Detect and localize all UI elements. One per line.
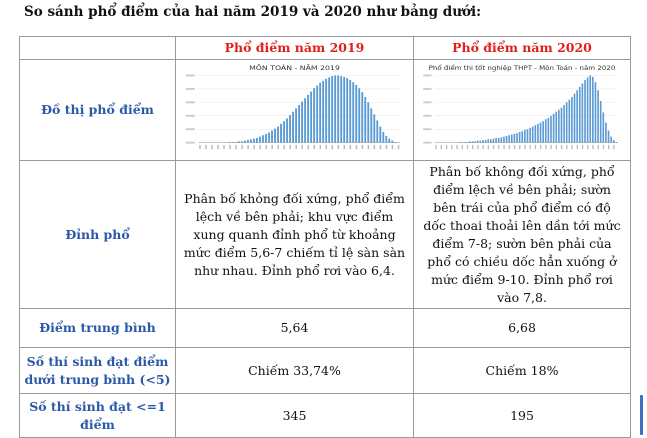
- chart-bar: [280, 124, 282, 143]
- chart-bar: [247, 140, 249, 143]
- chart-bar: [343, 77, 345, 143]
- x-tick-mark: [265, 145, 267, 149]
- chart-bar: [355, 85, 357, 143]
- chart-bar: [256, 138, 258, 143]
- x-tick-mark: [571, 145, 572, 149]
- chart-bar: [600, 101, 602, 143]
- chart-bar: [503, 137, 505, 143]
- x-tick-mark: [603, 145, 604, 149]
- chart-bar: [589, 75, 591, 142]
- column-header-2019: Phổ điểm năm 2019: [176, 37, 414, 60]
- chart-bar: [529, 128, 531, 143]
- chart-bar: [358, 88, 360, 142]
- chart-bar: [540, 122, 542, 142]
- x-tick-mark: [320, 145, 322, 149]
- chart-bar: [524, 130, 526, 143]
- x-tick-mark: [577, 145, 578, 149]
- chart-bar: [527, 129, 529, 142]
- chart-bar: [548, 118, 550, 143]
- chart-bar: [553, 114, 555, 143]
- y-tick-mark: [186, 101, 195, 103]
- x-tick-mark: [493, 145, 494, 149]
- y-tick-mark: [423, 115, 431, 117]
- comparison-table: [19, 36, 631, 438]
- peak-row: [20, 161, 631, 309]
- scroll-indicator[interactable]: [640, 395, 643, 435]
- chart-bar: [337, 75, 339, 142]
- average-row: [20, 309, 631, 348]
- chart-bar: [561, 108, 563, 143]
- x-tick-mark: [598, 145, 599, 149]
- y-tick-mark: [423, 74, 431, 76]
- chart-bar: [295, 108, 297, 142]
- chart-bar: [613, 140, 615, 143]
- chart-bar: [485, 140, 487, 143]
- chart-bar: [304, 98, 306, 142]
- row-label-peak: Đỉnh phổ: [20, 161, 176, 309]
- chart-bar: [516, 133, 518, 142]
- x-tick-mark: [205, 145, 207, 149]
- y-tick-mark: [423, 88, 431, 90]
- chart-bar: [277, 127, 279, 143]
- x-tick-mark: [509, 145, 510, 149]
- row-label-chart: Đồ thị phổ điểm: [20, 60, 176, 161]
- chart-bar: [545, 119, 547, 143]
- x-tick-mark: [271, 145, 273, 149]
- chart-2020-svg: [418, 62, 626, 158]
- page-heading: So sánh phổ điểm của hai năm 2019 và 2020 như bảng dưới:: [24, 4, 482, 20]
- x-tick-mark: [301, 145, 303, 149]
- chart-bar: [262, 135, 264, 142]
- chart-bar: [477, 141, 479, 143]
- chart-bar: [289, 115, 291, 143]
- x-tick-mark: [253, 145, 255, 149]
- y-tick-mark: [186, 88, 195, 90]
- x-tick-mark: [482, 145, 483, 149]
- chart-bar: [571, 97, 573, 143]
- x-tick-mark: [308, 145, 310, 149]
- chart-bar: [535, 125, 537, 142]
- chart-2019: [180, 62, 409, 158]
- chart-bar: [542, 121, 544, 143]
- chart-2019-svg: [180, 62, 409, 158]
- x-tick-mark: [462, 145, 463, 149]
- chart-bar: [325, 79, 327, 143]
- x-tick-mark: [535, 145, 536, 149]
- x-tick-mark: [235, 145, 237, 149]
- header-empty-cell: [20, 37, 176, 60]
- chart-bar: [349, 80, 351, 142]
- x-tick-mark: [435, 145, 436, 149]
- x-tick-mark: [223, 145, 225, 149]
- x-tick-mark: [556, 145, 557, 149]
- x-tick-mark: [608, 145, 609, 149]
- chart-bar: [379, 127, 381, 143]
- chart-bar: [307, 95, 309, 143]
- chart-bar: [576, 90, 578, 142]
- x-tick-mark: [456, 145, 457, 149]
- chart-bar: [566, 102, 568, 142]
- x-tick-mark: [488, 145, 489, 149]
- below5-2020-value: Chiếm 18%: [414, 348, 631, 394]
- chart-bar: [328, 77, 330, 142]
- chart-bar: [388, 139, 390, 143]
- x-tick-mark: [561, 145, 562, 149]
- x-tick-mark: [477, 145, 478, 149]
- chart-title: Phổ điểm thi tốt nghiệp THPT - Môn Toán - năm 2020: [428, 64, 616, 72]
- x-tick-mark: [259, 145, 261, 149]
- chart-row: [20, 60, 631, 161]
- x-tick-mark: [229, 145, 231, 149]
- chart-bar: [286, 118, 288, 142]
- chart-bar: [490, 139, 492, 142]
- x-tick-mark: [566, 145, 567, 149]
- x-tick-mark: [530, 145, 531, 149]
- chart-bar: [319, 83, 321, 143]
- x-tick-mark: [332, 145, 334, 149]
- chart-bar: [508, 135, 510, 142]
- below5-row: [20, 348, 631, 394]
- chart-bar: [519, 132, 521, 143]
- chart-bar: [563, 105, 565, 143]
- chart-bar: [605, 122, 607, 142]
- row-label-below5: Số thí sinh đạt điểm dưới trung bình (<5): [20, 348, 176, 394]
- chart-title: MÔN TOÁN - NĂM 2019: [249, 63, 340, 72]
- chart-bar: [391, 141, 393, 143]
- chart-bar: [334, 75, 336, 142]
- x-tick-mark: [295, 145, 297, 149]
- chart-bar: [584, 80, 586, 142]
- chart-bar: [316, 86, 318, 143]
- chart-bar: [550, 116, 552, 143]
- chart-2020: [418, 62, 626, 158]
- chart-bar: [532, 127, 534, 143]
- chart-bar: [582, 84, 584, 143]
- x-tick-mark: [247, 145, 249, 149]
- chart-bar: [495, 138, 497, 143]
- x-tick-mark: [380, 145, 382, 149]
- chart-bar: [376, 120, 378, 142]
- chart-bar: [493, 139, 495, 143]
- y-tick-mark: [423, 142, 431, 144]
- chart-bar: [322, 81, 324, 143]
- x-tick-mark: [446, 145, 447, 149]
- x-tick-mark: [374, 145, 376, 149]
- chart-bar: [244, 141, 246, 143]
- chart-bar: [283, 121, 285, 143]
- x-tick-mark: [540, 145, 541, 149]
- x-tick-mark: [503, 145, 504, 149]
- y-tick-mark: [423, 101, 431, 103]
- y-tick-mark: [186, 142, 195, 144]
- column-header-2020: Phổ điểm năm 2020: [414, 37, 631, 60]
- x-tick-mark: [386, 145, 388, 149]
- chart-bar: [487, 139, 489, 142]
- chart-bar: [514, 134, 516, 143]
- x-tick-mark: [613, 145, 614, 149]
- y-tick-mark: [186, 128, 195, 130]
- chart-bar: [592, 77, 594, 143]
- chart-bar: [292, 112, 294, 143]
- x-tick-mark: [217, 145, 219, 149]
- chart-bar: [595, 82, 597, 142]
- chart-bar: [271, 131, 273, 143]
- header-row: [20, 37, 631, 60]
- chart-bar: [506, 136, 508, 143]
- average-2020-value: 6,68: [414, 309, 631, 348]
- le1-2020-value: 195: [414, 394, 631, 438]
- x-tick-mark: [582, 145, 583, 149]
- x-tick-mark: [472, 145, 473, 149]
- row-label-average: Điểm trung bình: [20, 309, 176, 348]
- x-tick-mark: [587, 145, 588, 149]
- x-tick-mark: [289, 145, 291, 149]
- chart-bar: [579, 87, 581, 143]
- below5-2019-value: Chiếm 33,74%: [176, 348, 414, 394]
- peak-2020-text: Phân bố không đối xứng, phổ điểm lệch về bên phải; sườn bên trái của phổ điểm có độ dốc thoai thoải lên dần tới mức điểm 7-8; sườn bên phải của phổ có chiều dốc hẳn xuống ở mức điểm 9-10. Đỉnh phổ rơi vào 7,8.: [414, 161, 631, 309]
- row-label-le1: Số thí sinh đạt <=1 điểm: [20, 394, 176, 438]
- y-tick-mark: [186, 115, 195, 117]
- x-tick-mark: [467, 145, 468, 149]
- le1-row: [20, 394, 631, 438]
- chart-bar: [480, 141, 482, 143]
- chart-bar: [250, 139, 252, 142]
- chart-bar: [370, 108, 372, 142]
- x-tick-mark: [592, 145, 593, 149]
- le1-2019-value: 345: [176, 394, 414, 438]
- x-tick-mark: [392, 145, 394, 149]
- x-tick-mark: [441, 145, 442, 149]
- average-2019-value: 5,64: [176, 309, 414, 348]
- chart-bar: [574, 94, 576, 143]
- chart-bar: [382, 132, 384, 143]
- y-tick-mark: [423, 128, 431, 130]
- y-tick-mark: [186, 74, 195, 76]
- chart-bar: [602, 112, 604, 142]
- x-tick-mark: [241, 145, 243, 149]
- chart-bar: [274, 129, 276, 143]
- x-tick-mark: [398, 145, 400, 149]
- chart-bar: [340, 76, 342, 143]
- chart-bar: [558, 110, 560, 143]
- x-tick-mark: [211, 145, 213, 149]
- x-tick-mark: [545, 145, 546, 149]
- x-tick-mark: [326, 145, 328, 149]
- x-tick-mark: [356, 145, 358, 149]
- chart-bar: [259, 137, 261, 143]
- chart-bar: [301, 102, 303, 143]
- chart-bar: [367, 102, 369, 142]
- chart-bar: [597, 90, 599, 142]
- x-tick-mark: [524, 145, 525, 149]
- x-tick-mark: [283, 145, 285, 149]
- chart-bar: [361, 92, 363, 142]
- chart-bar: [352, 82, 354, 142]
- x-tick-mark: [362, 145, 364, 149]
- chart-bar: [373, 114, 375, 142]
- chart-bar: [511, 135, 513, 143]
- chart-bar: [608, 131, 610, 143]
- chart-bar: [501, 137, 503, 142]
- chart-bar: [537, 124, 539, 143]
- chart-bar: [587, 77, 589, 142]
- chart-cell-2020: [414, 60, 631, 161]
- chart-bar: [346, 78, 348, 143]
- x-tick-mark: [344, 145, 346, 149]
- chart-bar: [331, 76, 333, 143]
- chart-bar: [482, 140, 484, 143]
- chart-bar: [610, 137, 612, 143]
- x-tick-mark: [368, 145, 370, 149]
- chart-bar: [310, 92, 312, 143]
- x-tick-mark: [277, 145, 279, 149]
- chart-bar: [555, 112, 557, 143]
- chart-bar: [521, 131, 523, 142]
- x-tick-mark: [451, 145, 452, 149]
- x-tick-mark: [514, 145, 515, 149]
- peak-2019-text: Phân bố khỏng đối xứng, phổ điểm lệch về bên phải; khu vực điểm xung quanh đỉnh phổ từ khoảng mức điểm 5,6-7 chiếm tỉ lệ sàn sàn như nhau. Đỉnh phổ rơi vào 6,4.: [176, 161, 414, 309]
- chart-cell-2019: [176, 60, 414, 161]
- chart-bar: [568, 100, 570, 143]
- x-tick-mark: [350, 145, 352, 149]
- x-tick-mark: [338, 145, 340, 149]
- chart-bar: [313, 88, 315, 142]
- chart-bar: [385, 136, 387, 143]
- x-tick-mark: [314, 145, 316, 149]
- x-tick-mark: [199, 145, 201, 149]
- chart-bar: [268, 133, 270, 143]
- chart-bar: [253, 139, 255, 143]
- x-tick-mark: [498, 145, 499, 149]
- x-tick-mark: [550, 145, 551, 149]
- chart-bar: [364, 97, 366, 143]
- chart-bar: [298, 105, 300, 143]
- chart-bar: [265, 134, 267, 143]
- x-tick-mark: [519, 145, 520, 149]
- chart-bar: [498, 138, 500, 143]
